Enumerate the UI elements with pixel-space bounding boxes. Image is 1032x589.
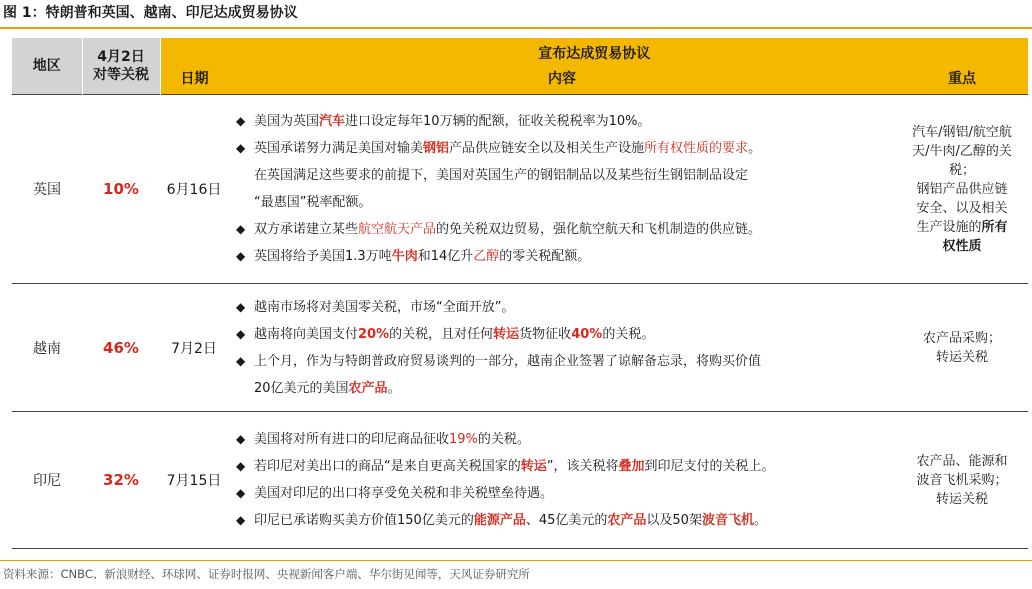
text-segment: 在英国满足这些要求的前提下，美国对英国生产的钢铝制品以及某些衍生钢铝制品设定 (254, 168, 749, 183)
text-segment: 英国将给予美国1.3万吨 (254, 249, 392, 264)
focus-line (896, 452, 1028, 471)
diamond-bullet-icon: ◆ (236, 249, 246, 263)
focus-line (896, 218, 1028, 237)
header-tariff (82, 38, 160, 95)
highlight-text: 航空航天产品 (358, 222, 437, 237)
bullet-item (236, 453, 892, 480)
bullet-continuation (236, 189, 892, 216)
diamond-bullet-icon: ◆ (236, 326, 246, 341)
region-cell: 英国 (12, 95, 82, 284)
text-segment: ”，该关税将 (546, 459, 619, 474)
tariff-rate: 10% (82, 95, 160, 284)
highlight-text: 钢铝 (423, 141, 450, 156)
highlight-text: 40% (571, 326, 603, 342)
diamond-bullet-icon: ◆ (236, 141, 246, 155)
text-segment: 农产品采购； (922, 330, 1001, 346)
text-segment: 若印尼对美出口的商品“是来自更高关税国家的 (254, 459, 521, 474)
text-segment: 20亿美元的美国 (254, 380, 349, 396)
header-tariff-line1: 4月2日 (97, 49, 145, 65)
highlight-text: 波音飞机 (701, 513, 754, 528)
figure-title: 图 1：特朗普和英国、越南、印尼达成贸易协议 (3, 5, 298, 21)
focus-line (896, 123, 1028, 142)
bullet-item (236, 216, 892, 243)
diamond-bullet-icon: ◆ (236, 299, 246, 314)
agreement-date: 7月2日 (160, 284, 228, 412)
highlight-text: 农产品 (348, 380, 388, 396)
diamond-bullet-icon: ◆ (236, 459, 246, 473)
source-note: 资料来源：CNBC、新浪财经、环球网、证券时报网、央视新闻客户端、华尔街见闻等，天风证券研究所 (3, 567, 530, 581)
content-cell (228, 412, 896, 549)
region-cell: 越南 (12, 284, 82, 412)
text-segment: 税； (948, 162, 975, 178)
diamond-bullet-icon: ◆ (236, 486, 246, 500)
highlight-text: 叠加 (618, 459, 645, 474)
tariff-rate: 46% (82, 284, 160, 412)
text-segment: 波音飞机采购； (916, 472, 1008, 488)
diamond-bullet-icon: ◆ (236, 353, 246, 368)
text-segment: 农产品、能源和 (916, 453, 1008, 469)
text-segment: “最惠国”税率配额。 (254, 195, 372, 210)
text-segment: 的零关税配额。 (499, 249, 591, 264)
region-cell: 印尼 (12, 412, 82, 549)
text-segment: 。 (387, 380, 401, 396)
text-segment: 生产设施的 (916, 219, 982, 235)
focus-line (896, 180, 1028, 199)
header-content: 内容 (228, 68, 896, 95)
content-cell (228, 284, 896, 412)
focus-cell (896, 284, 1028, 412)
focus-line (896, 329, 1028, 348)
content-cell (228, 95, 896, 284)
text-segment: 、45亿美元的 (525, 513, 608, 528)
highlight-text: 能源产品 (473, 513, 526, 528)
text-segment: 的免关税双边贸易，强化航空航天和飞机制造的供应链。 (436, 222, 762, 237)
diamond-bullet-icon: ◆ (236, 222, 246, 236)
diamond-bullet-icon: ◆ (236, 513, 246, 527)
highlight-text: 转运 (520, 459, 547, 474)
highlight-text: 所有权性质的要求 (644, 141, 749, 156)
highlight-text: 汽车 (319, 114, 346, 129)
text-segment: 和14亿升 (417, 249, 474, 264)
bullet-item (236, 108, 892, 135)
highlight-text: 乙醇 (473, 249, 500, 264)
focus-line (896, 471, 1028, 490)
trade-agreements-table (12, 38, 1028, 549)
agreement-date: 6月16日 (160, 95, 228, 284)
text-segment: 天/牛肉/乙醇的关 (912, 143, 1012, 159)
agreement-date: 7月15日 (160, 412, 228, 549)
bullet-item (236, 348, 892, 375)
row-vietnam (12, 284, 1028, 412)
focus-line (896, 199, 1028, 218)
text-segment: 印尼已承诺购买美方价值150亿美元的 (254, 513, 474, 528)
highlight-text: 所有 (981, 219, 1008, 235)
header-date: 日期 (160, 68, 228, 95)
bullet-item (236, 426, 892, 453)
text-segment: 美国为英国 (254, 114, 320, 129)
source-divider (0, 560, 1032, 561)
bullet-item (236, 135, 892, 162)
header-tariff-line2: 对等关税 (93, 67, 149, 83)
focus-line (896, 348, 1028, 367)
text-segment: 越南市场将对美国零关税，市场“全面开放”。 (254, 299, 515, 315)
text-segment: 货物征收 (519, 326, 572, 342)
focus-line (896, 490, 1028, 509)
bullet-item (236, 243, 892, 270)
highlight-text: 权性质 (942, 238, 982, 254)
focus-line (896, 237, 1028, 256)
focus-cell (896, 412, 1028, 549)
highlight-text: 农产品 (607, 513, 647, 528)
row-indonesia (12, 412, 1028, 549)
bullet-item (236, 507, 892, 534)
text-segment: 产品供应链安全以及相关生产设施 (449, 141, 645, 156)
text-segment: 转运关税 (935, 491, 988, 507)
focus-line (896, 161, 1028, 180)
bullet-item (236, 321, 892, 348)
text-segment: 。 (753, 513, 767, 528)
text-segment: 的关税。 (477, 432, 530, 447)
text-segment: 双方承诺建立某些 (254, 222, 359, 237)
highlight-text: 20% (358, 326, 390, 342)
focus-cell (896, 95, 1028, 284)
highlight-text: 转运 (493, 326, 520, 342)
header-focus: 重点 (896, 68, 1028, 95)
text-segment: 转运关税 (935, 349, 988, 365)
text-segment: 的关税，且对任何 (389, 326, 494, 342)
text-segment: 进口设定每年10万辆的配额，征收关税税率为10%。 (345, 114, 651, 129)
title-divider (0, 27, 1032, 29)
text-segment: 钢铝产品供应链 (916, 181, 1008, 197)
text-segment: 以及50架 (646, 513, 702, 528)
focus-line (896, 142, 1028, 161)
text-segment: 汽车/钢铝/航空航 (912, 124, 1012, 140)
diamond-bullet-icon: ◆ (236, 432, 246, 446)
bullet-continuation (236, 162, 892, 189)
highlight-text: 牛肉 (391, 249, 418, 264)
text-segment: 美国将对所有进口的印尼商品征收 (254, 432, 450, 447)
text-segment: 到印尼支付的关税上。 (644, 459, 775, 474)
text-segment: 安全、以及相关 (916, 200, 1008, 216)
bullet-continuation (236, 375, 892, 402)
tariff-rate: 32% (82, 412, 160, 549)
text-segment: 的关税。 (602, 326, 655, 342)
text-segment: 上个月，作为与特朗普政府贸易谈判的一部分，越南企业签署了谅解备忘录，将购买价值 (254, 353, 762, 369)
text-segment: 越南将向美国支付 (254, 326, 359, 342)
header-region: 地区 (12, 38, 82, 95)
row-uk (12, 95, 1028, 284)
diamond-bullet-icon: ◆ (236, 114, 246, 128)
text-segment: 英国承诺努力满足美国对输美 (254, 141, 424, 156)
text-segment: 美国对印尼的出口将享受免关税和非关税壁垒待遇。 (254, 486, 554, 501)
header-group: 宣布达成贸易协议 (160, 38, 1028, 68)
bullet-item (236, 294, 892, 321)
highlight-text: 19% (449, 432, 478, 447)
bullet-item (236, 480, 892, 507)
text-segment: 。 (748, 141, 762, 156)
